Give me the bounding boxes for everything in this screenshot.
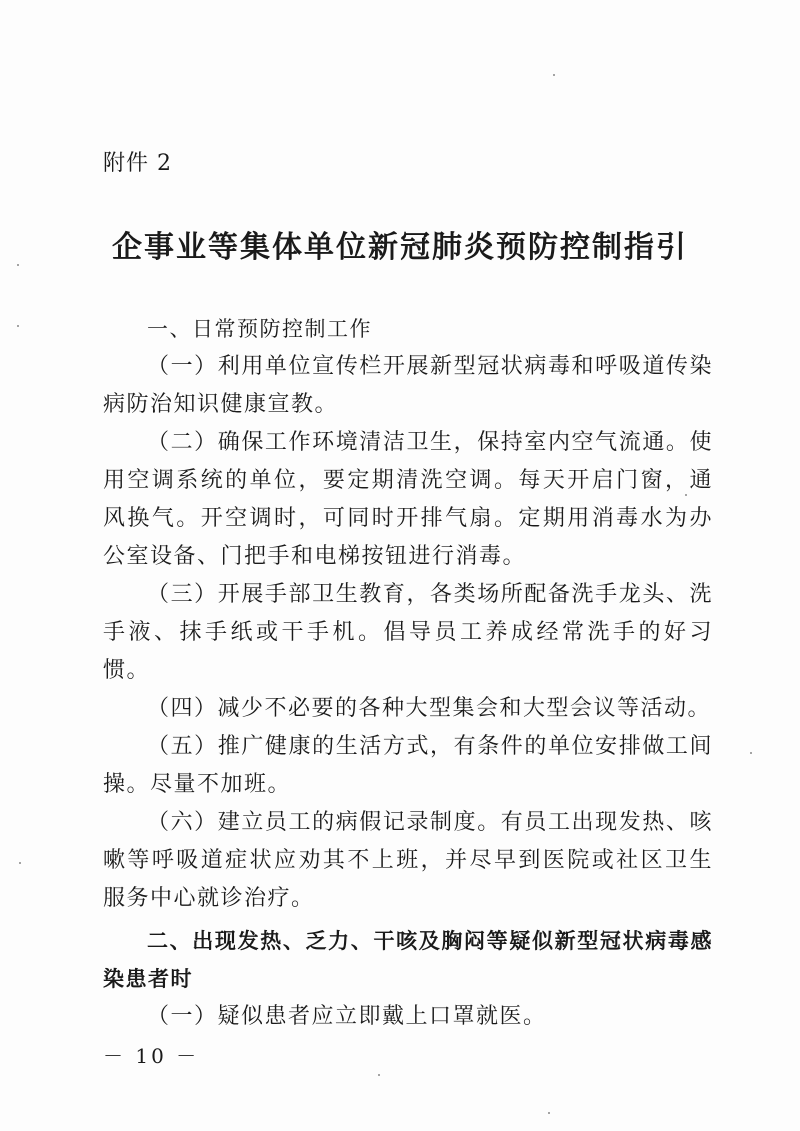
document-title: 企事业等集体单位新冠肺炎预防控制指引 [112, 230, 688, 265]
scan-speck [548, 1112, 550, 1114]
scan-speck [17, 264, 19, 266]
scan-speck [378, 1074, 380, 1076]
paragraph-item-1-1: （一）利用单位宣传栏开展新型冠状病毒和呼吸道传染病防治知识健康宣教。 [103, 354, 713, 417]
attachment-label: 附件 2 [103, 151, 172, 176]
paragraph-item-2-1: （一）疑似患者应立即戴上口罩就医。 [147, 1004, 547, 1029]
section-heading-1: 一、日常预防控制工作 [147, 317, 372, 341]
paragraph-item-1-4: （四）减少不必要的各种大型集会和大型会议等活动。 [147, 696, 712, 721]
scan-speck [19, 862, 21, 864]
scan-speck [685, 494, 687, 496]
scan-speck [17, 325, 19, 327]
section-heading-2: 二、出现发热、乏力、干咳及胸闷等疑似新型冠状病毒感染患者时 [103, 929, 713, 991]
paragraph-item-1-5: （五）推广健康的生活方式，有条件的单位安排做工间操。尽量不加班。 [103, 734, 713, 797]
page-number: － 10 － [103, 1044, 200, 1068]
scan-speck [553, 74, 555, 76]
paragraph-item-1-6: （六）建立员工的病假记录制度。有员工出现发热、咳嗽等呼吸道症状应劝其不上班，并尽早到医院或社区卫生服务中心就诊治疗。 [103, 810, 713, 911]
scan-speck [750, 752, 752, 754]
paragraph-item-1-3: （三）开展手部卫生教育，各类场所配备洗手龙头、洗手液、抹手纸或干手机。倡导员工养成经常洗手的好习惯。 [103, 582, 713, 683]
paragraph-item-1-2: （二）确保工作环境清洁卫生，保持室内空气流通。使用空调系统的单位，要定期清洗空调。每天开启门窗，通风换气。开空调时，可同时开排气扇。定期用消毒水为办公室设备、门把手和电梯按钮进行消毒。 [103, 430, 713, 569]
document-body [103, 310, 713, 1036]
